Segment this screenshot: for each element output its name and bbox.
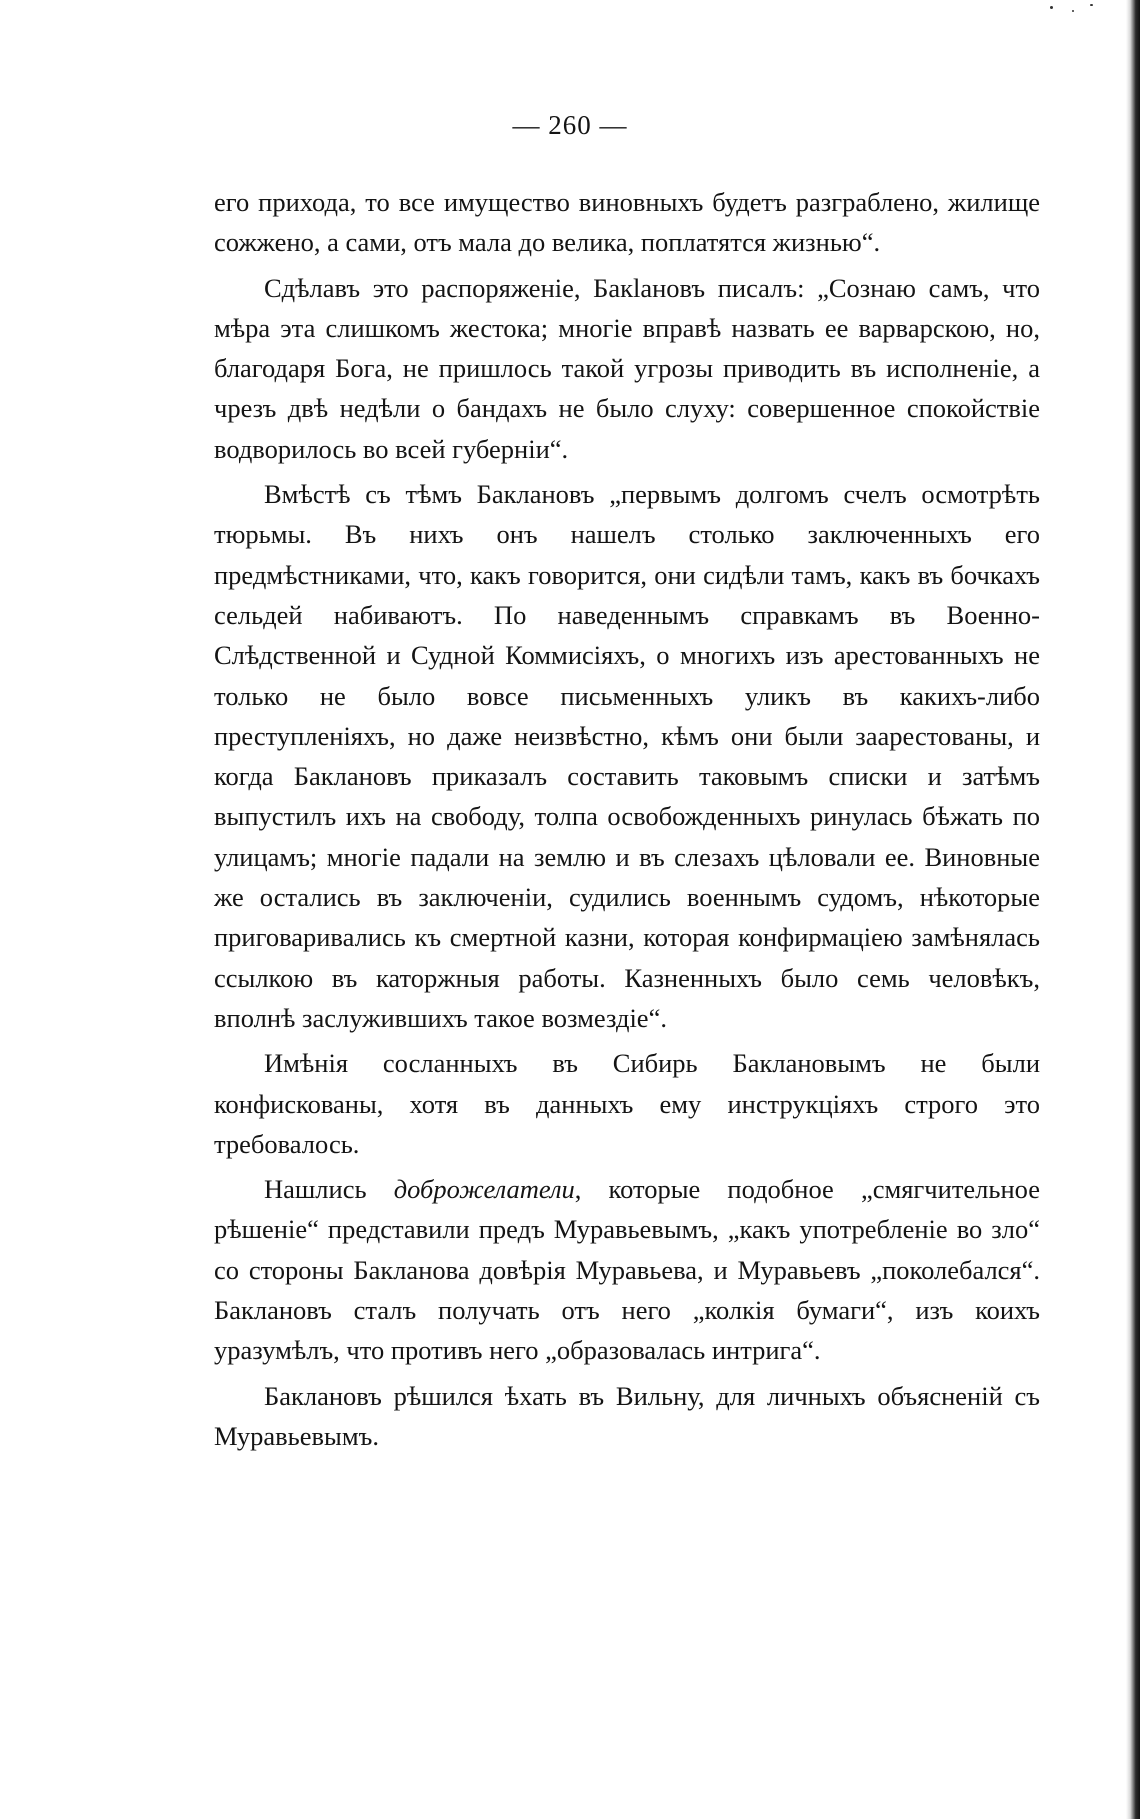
paragraph-5-end: , которые подобное „смягчительное рѣшеніе“ представили предъ Муравьевымъ, „какъ употребленіе во зло“ со стороны Бакланова довѣрія Муравьева, и Муравьевъ „поколебался“. Баклановъ сталъ получать отъ него „колкія бумаги“, изъ коихъ уразумѣлъ, что противъ него „образовалась интрига“. bbox=[214, 1174, 1040, 1366]
paragraph-5-start: Нашлись bbox=[264, 1174, 394, 1205]
scan-speck bbox=[1072, 10, 1074, 12]
scan-speck bbox=[1090, 4, 1093, 6]
paragraph-5 bbox=[214, 1169, 1040, 1370]
page-edge-shadow bbox=[1126, 0, 1140, 1819]
paragraph-1: его прихода, то все имущество виновныхъ будетъ разграблено, жилище сожжено, а сами, отъ мала до велика, поплатятся жизнью“. bbox=[214, 187, 1040, 258]
page-number: — 260 — bbox=[512, 110, 628, 140]
scan-speck bbox=[1050, 6, 1053, 9]
paragraph-6: Баклановъ рѣшился ѣхать въ Вильну, для личныхъ объясненій съ Муравьевымъ. bbox=[214, 1380, 1040, 1451]
paragraph-2: Сдѣлавъ это распоряженіе, Бакlановъ писалъ: „Сознаю самъ, что мѣра эта слишкомъ жестока; многіе вправѣ назвать ее варварскою, но, благодаря Бога, не пришлось такой угрозы приводить въ исполненіе, а чрезъ двѣ недѣли о бандахъ не было слуху: совершенное спокойствіе водворилось во всей губерніи“. bbox=[214, 272, 1040, 464]
body-text bbox=[214, 182, 1040, 1456]
paragraph-5-emphasis: доброжелатели bbox=[393, 1174, 575, 1205]
paragraph-3: Вмѣстѣ съ тѣмъ Баклановъ „первымъ долгомъ счелъ осмотрѣть тюрьмы. Въ нихъ онъ нашелъ столько заключенныхъ его предмѣстниками, что, какъ говорится, они сидѣли тамъ, какъ въ бочкахъ сельдей набиваютъ. По наведеннымъ справкамъ въ Военно-Слѣдственной и Судной Коммисіяхъ, о многихъ изъ арестованныхъ не только не было вовсе письменныхъ уликъ въ какихъ-либо преступленіяхъ, но даже неизвѣстно, кѣмъ они были заарестованы, и когда Баклановъ приказалъ составить таковымъ списки и затѣмъ выпустилъ ихъ на свободу, толпа освобожденныхъ ринулась бѣжать по улицамъ; многіе падали на землю и въ слезахъ цѣловали ее. Виновные же остались въ заключеніи, судились военнымъ судомъ, нѣкоторые приговаривались къ смертной казни, которая конфирмаціею замѣнялась ссылкою въ каторжныя работы. Казненныхъ было семь человѣкъ, вполнѣ заслужившихъ такое возмездіе“. bbox=[214, 479, 1040, 1033]
paragraph-4: Имѣнія сосланныхъ въ Сибирь Баклановымъ не были конфискованы, хотя въ данныхъ ему инструкціяхъ строго это требовалось. bbox=[214, 1048, 1040, 1159]
